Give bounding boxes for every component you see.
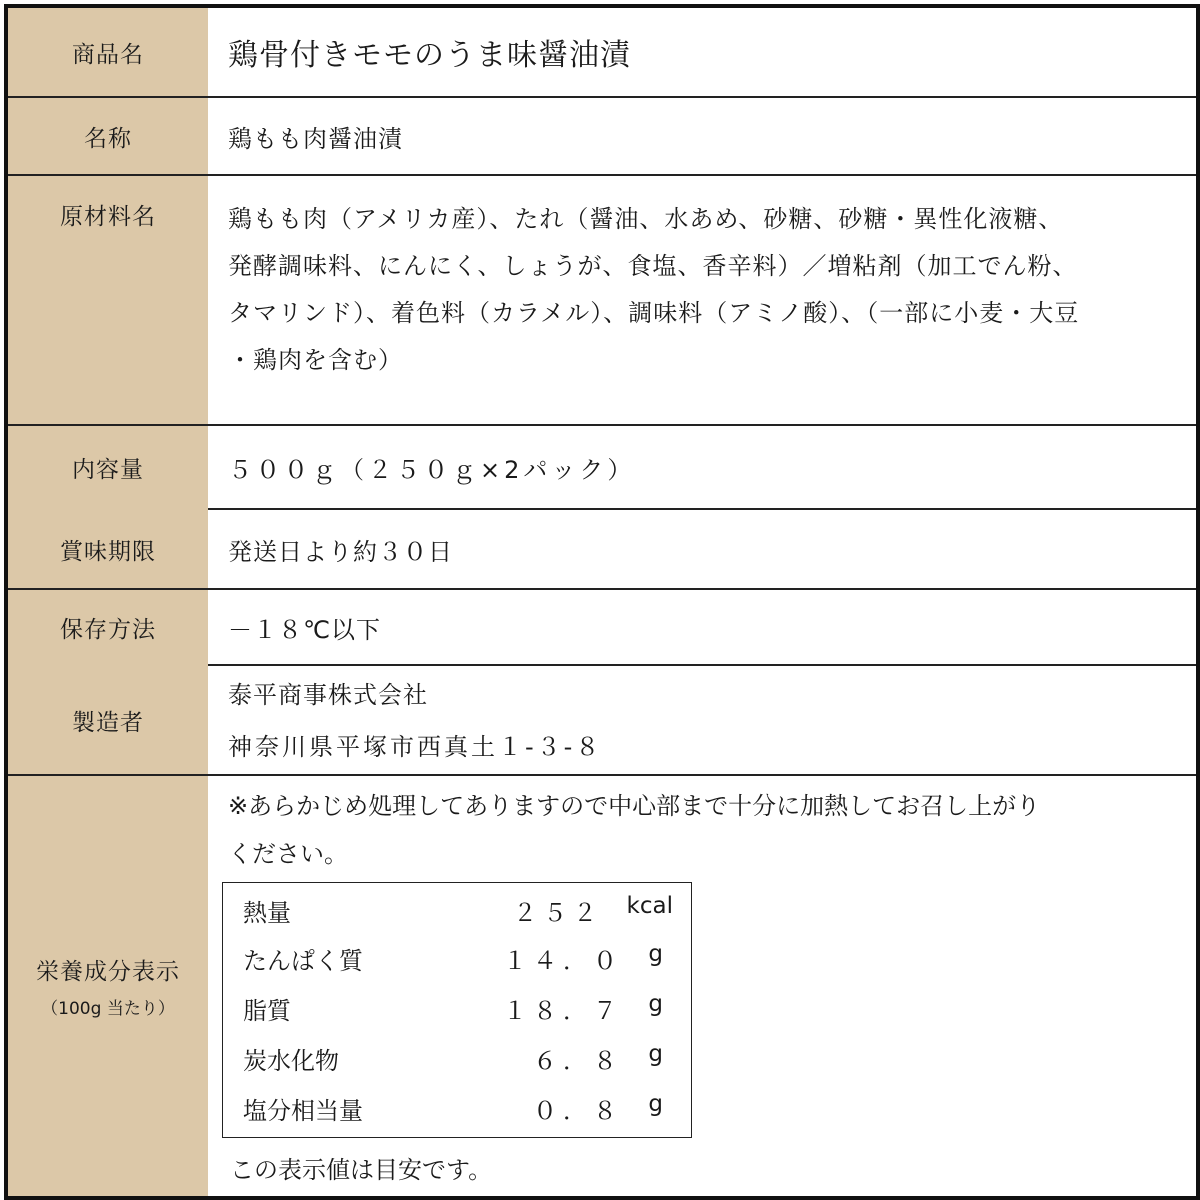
nutrient-value: ２５２ <box>513 899 603 927</box>
name-label: 名称 <box>84 125 132 152</box>
nutrient-value: １４．０ <box>503 947 623 975</box>
manufacturer-address: 神奈川県平塚市西真土１-３-８ <box>228 733 603 761</box>
nutrient-name: たんぱく質 <box>243 947 363 975</box>
nutrition-row-protein <box>243 941 663 981</box>
nutrient-unit: g <box>648 1041 663 1067</box>
storage-value: －１８℃以下 <box>228 615 381 644</box>
nutrient-value: １８．７ <box>503 997 623 1025</box>
nutrition-footnote: この表示値は目安です。 <box>230 1156 493 1184</box>
nutrient-value: ６．８ <box>533 1047 623 1075</box>
best-before-value: 発送日より約３０日 <box>228 537 453 566</box>
notice-line: ください。 <box>228 840 348 868</box>
nutrient-unit: kcal <box>626 893 673 919</box>
name-value: 鶏もも肉醤油漬 <box>228 124 403 153</box>
best-before-label: 賞味期限 <box>60 538 156 565</box>
content-label: 内容量 <box>72 456 144 483</box>
nutrient-name: 炭水化物 <box>243 1047 339 1075</box>
product-label-table <box>4 4 1200 1200</box>
ingredients-line: 発酵調味料、にんにく、しょうが、食塩、香辛料）／増粘剤（加工でん粉、 <box>228 252 1078 280</box>
ingredients-line: タマリンド）、着色料（カラメル）、調味料（アミノ酸）、（一部に小麦・大豆 <box>228 299 1080 327</box>
content-value: ５００ｇ（２５０ｇ×2パック） <box>228 455 636 484</box>
nutrient-name: 熱量 <box>243 899 291 927</box>
ingredients-label: 原材料名 <box>60 204 156 230</box>
row-manufacturer <box>8 666 1196 774</box>
nutrition-row-fat <box>243 991 663 1031</box>
row-product-name <box>8 8 1196 96</box>
nutrition-row-energy <box>243 893 673 933</box>
nutrient-unit: g <box>648 991 663 1017</box>
row-name <box>8 98 1196 174</box>
ingredients-value <box>228 176 1156 424</box>
storage-label: 保存方法 <box>60 616 156 643</box>
nutrition-notice <box>228 782 1148 878</box>
product-name-label: 商品名 <box>72 41 144 68</box>
nutrition-label: 栄養成分表示 <box>36 959 180 985</box>
nutrient-unit: g <box>648 941 663 967</box>
nutrient-unit: g <box>648 1091 663 1117</box>
notice-line: ※あらかじめ処理してありますので中心部まで十分に加熱してお召し上がり <box>228 792 1041 820</box>
nutrition-table <box>222 882 692 1138</box>
manufacturer-label: 製造者 <box>72 709 144 736</box>
row-storage <box>8 590 1196 664</box>
nutrient-name: 脂質 <box>243 997 291 1025</box>
product-name-value: 鶏骨付きモモのうま味醤油漬 <box>228 38 631 73</box>
nutrition-row-carbohydrate <box>243 1041 663 1081</box>
manufacturer-company: 泰平商事株式会社 <box>228 681 428 709</box>
ingredients-line: 鶏もも肉（アメリカ産）、たれ（醤油、水あめ、砂糖、砂糖・異性化液糖、 <box>228 205 1064 233</box>
nutrient-name: 塩分相当量 <box>243 1097 363 1125</box>
ingredients-line: ・鶏肉を含む） <box>228 346 403 374</box>
nutrition-sublabel: （100g 当たり） <box>41 999 175 1019</box>
row-ingredients <box>8 176 1196 424</box>
row-best-before <box>8 510 1196 588</box>
nutrient-value: ０．８ <box>533 1097 623 1125</box>
row-content <box>8 426 1196 508</box>
nutrition-label-cell <box>8 776 208 1196</box>
nutrition-row-salt <box>243 1091 663 1131</box>
manufacturer-value <box>228 666 1156 777</box>
